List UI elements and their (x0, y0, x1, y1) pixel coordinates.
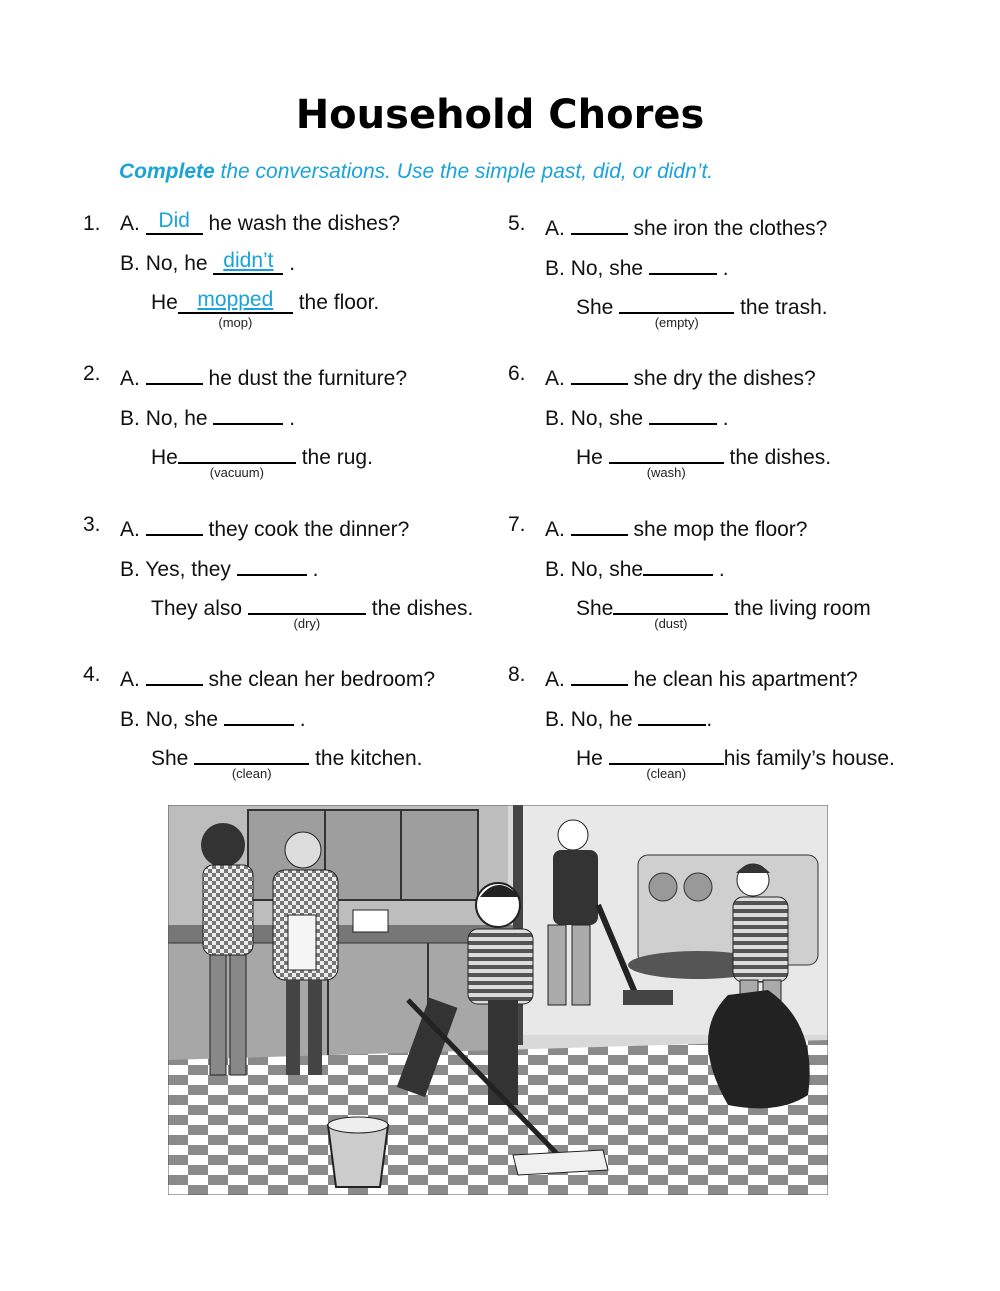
line-a-label: A. (120, 367, 140, 390)
exercise-6: 6. A. she dry the dishes? B. No, she . He (wash) the dishes. (508, 362, 832, 480)
verb-hint: (dry) (293, 616, 321, 631)
line-a-label: A. (120, 518, 140, 541)
sentence-end: the dishes. (371, 597, 474, 620)
sentence-end: the trash. (740, 296, 828, 319)
line-a-label: A. (120, 668, 140, 691)
verb-hint: (mop) (218, 315, 253, 330)
exercise-number: 3. (83, 513, 101, 536)
instruction-text: the conversations. Use the simple past, did, or didn’t. (214, 160, 714, 183)
response-text: No, she (570, 558, 644, 581)
sentence-end: the rug. (301, 446, 373, 469)
page-title: Household Chores (295, 92, 705, 138)
verb-hint: (empty) (654, 315, 699, 330)
answer-blank[interactable] (237, 552, 307, 576)
exercise-8: 8. A. he clean his apartment? B. No, he . He (clean) his family’s house. (508, 663, 895, 781)
line-a-label: A. (545, 217, 565, 240)
answer-blank[interactable] (194, 741, 309, 781)
sentence-end: the living room (734, 597, 871, 620)
exercise-4: 4. A. she clean her bedroom? B. No, she . She (clean) the kitchen. (83, 663, 436, 781)
answer-blank[interactable] (571, 662, 628, 686)
answer-blank[interactable] (571, 512, 628, 536)
answer-blank[interactable] (146, 662, 203, 686)
response-text: No, she (145, 708, 219, 731)
question-text: he dust the furniture? (208, 367, 407, 390)
line-b-label: B. (545, 257, 565, 280)
exercise-number: 8. (508, 663, 526, 686)
line-b-label: B. (545, 407, 565, 430)
exercise-3: 3. A. they cook the dinner? B. Yes, they . They also (dry) the dishes. (83, 513, 474, 631)
sentence-end: the dishes. (729, 446, 832, 469)
exercise-number: 2. (83, 362, 101, 385)
answer-blank[interactable] (609, 741, 724, 781)
answer-blank[interactable] (649, 251, 717, 275)
response-text: No, he (570, 708, 633, 731)
sentence-start: She (151, 747, 189, 770)
exercise-7: 7. A. she mop the floor? B. No, she . She (dust) the living room (508, 513, 871, 631)
answer-blank[interactable] (571, 211, 628, 235)
answer-blank[interactable]: Did (146, 211, 203, 235)
answer-blank[interactable] (224, 702, 294, 726)
exercise-2: 2. A. he dust the furniture? B. No, he . He (vacuum) the rug. (83, 362, 407, 480)
line-b-label: B. (120, 252, 140, 275)
sentence-start: He (151, 446, 178, 469)
line-a-label: A. (545, 367, 565, 390)
answer-blank[interactable] (638, 702, 706, 726)
answer-blank[interactable] (146, 361, 203, 385)
question-text: she clean her bedroom? (208, 668, 436, 691)
line-b-label: B. (545, 558, 565, 581)
sentence-end: the kitchen. (315, 747, 423, 770)
question-text: she mop the floor? (633, 518, 808, 541)
question-text: he clean his apartment? (633, 668, 858, 691)
sentence-start: She (576, 597, 614, 620)
line-b-label: B. (120, 407, 140, 430)
sentence-start: He (576, 747, 603, 770)
answer-blank[interactable] (643, 552, 713, 576)
exercise-1: 1. A. Did he wash the dishes? B. No, he didn’t . He mopped (mop) the floor. (83, 209, 400, 330)
verb-hint: (dust) (654, 616, 688, 631)
answer-blank[interactable] (571, 361, 628, 385)
verb-hint: (clean) (231, 766, 272, 781)
answer-blank[interactable] (619, 290, 734, 330)
sentence-end: his family’s house. (723, 747, 895, 770)
answer-blank[interactable] (649, 401, 717, 425)
question-text: they cook the dinner? (208, 518, 410, 541)
answer-blank[interactable] (213, 401, 283, 425)
verb-hint: (vacuum) (209, 465, 264, 480)
response-text: Yes, they (145, 558, 231, 581)
line-b-label: B. (545, 708, 565, 731)
response-text: No, she (570, 257, 644, 280)
line-a-label: A. (545, 668, 565, 691)
response-text: No, she (570, 407, 644, 430)
exercise-number: 1. (83, 212, 101, 235)
question-text: he wash the dishes? (208, 212, 400, 235)
verb-hint: (clean) (646, 766, 687, 781)
answer-blank[interactable]: mopped (mop) (178, 290, 293, 314)
instructions (119, 160, 713, 184)
question-text: she dry the dishes? (633, 367, 816, 390)
exercise-number: 6. (508, 362, 526, 385)
exercise-number: 7. (508, 513, 526, 536)
answer-blank[interactable] (609, 440, 724, 480)
answer-blank[interactable] (178, 440, 296, 480)
exercise-number: 5. (508, 212, 526, 235)
question-text: she iron the clothes? (633, 217, 828, 240)
sentence-start: She (576, 296, 614, 319)
instruction-verb: Complete (119, 160, 215, 183)
response-text: No, he (145, 407, 208, 430)
line-a-label: A. (120, 212, 140, 235)
answer-blank[interactable] (146, 512, 203, 536)
line-a-label: A. (545, 518, 565, 541)
sentence-start: They also (151, 597, 243, 620)
exercise-number: 4. (83, 663, 101, 686)
sentence-start: He (151, 291, 178, 314)
verb-hint: (wash) (646, 465, 686, 480)
answer-blank[interactable] (248, 591, 366, 631)
line-b-label: B. (120, 558, 140, 581)
sentence-start: He (576, 446, 603, 469)
exercise-5: 5. A. she iron the clothes? B. No, she . She (empty) the trash. (508, 212, 828, 330)
sentence-end: the floor. (298, 291, 380, 314)
answer-blank[interactable] (613, 591, 728, 631)
household-chores-illustration (168, 805, 828, 1195)
line-b-label: B. (120, 708, 140, 731)
response-text: No, he (145, 252, 208, 275)
answer-blank[interactable]: didn’t (213, 251, 283, 275)
